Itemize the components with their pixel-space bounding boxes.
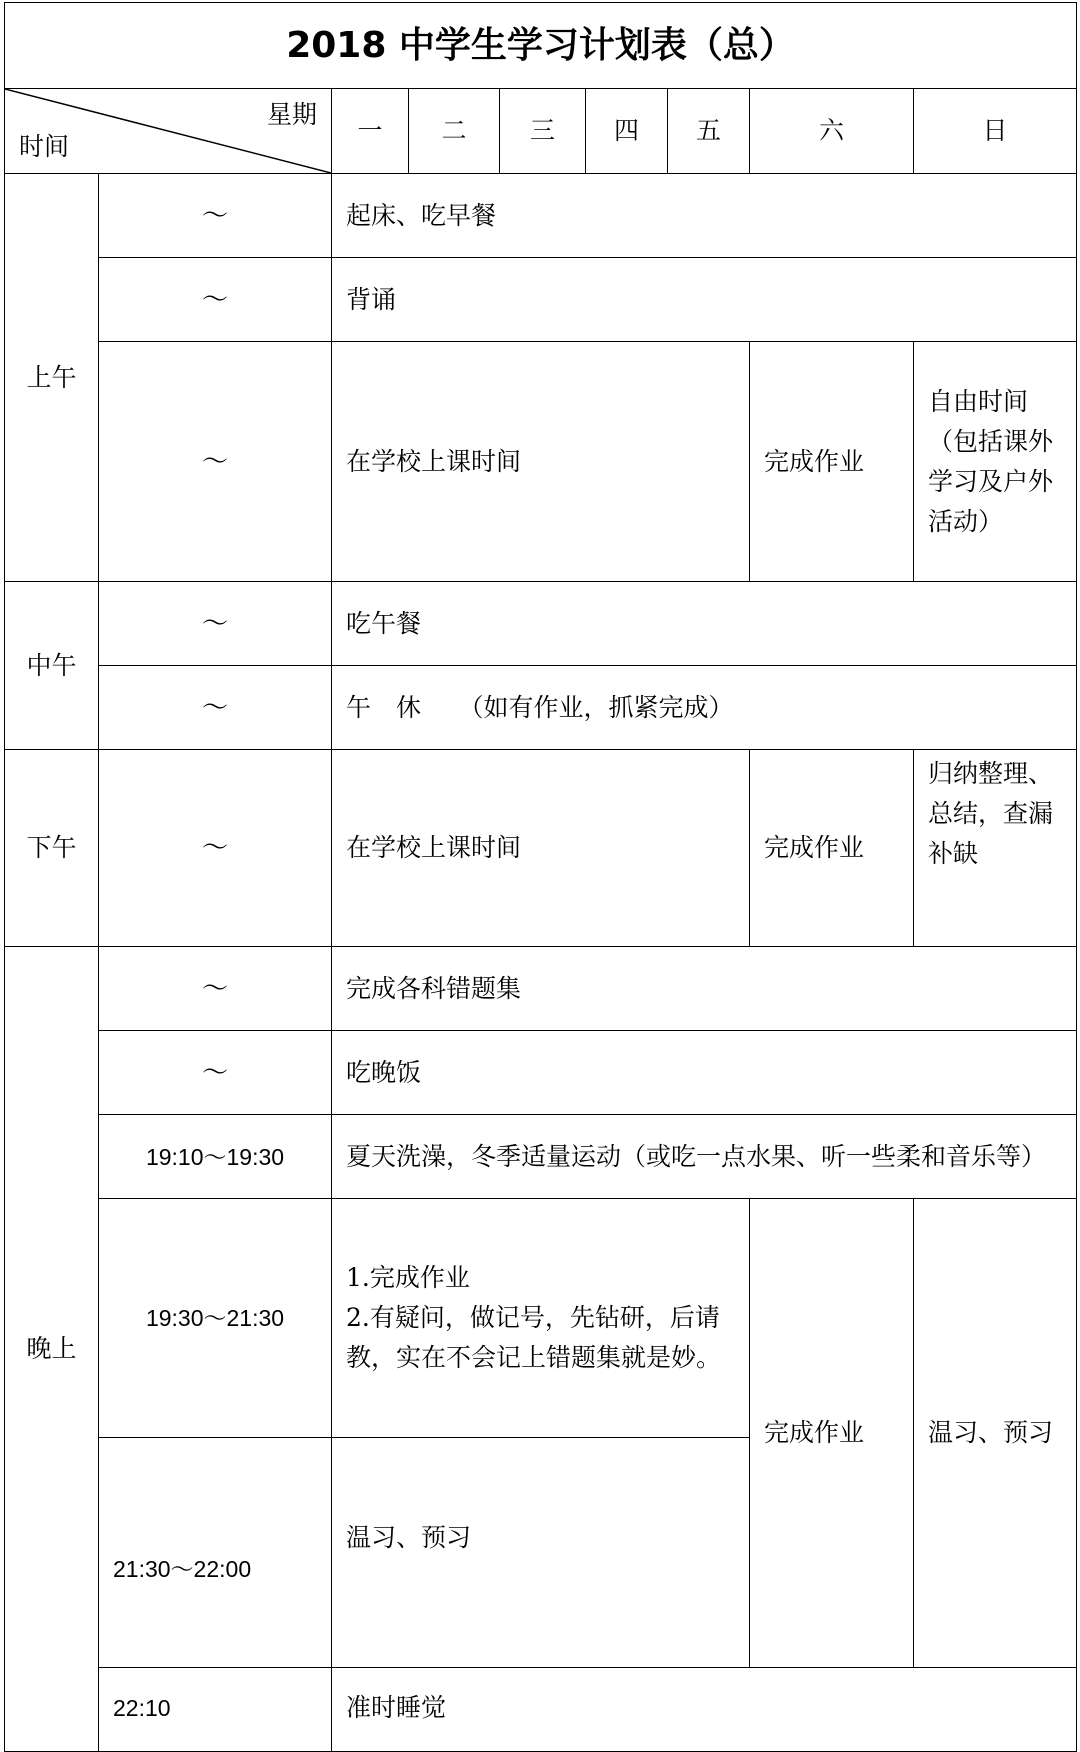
time-cell: ～: [99, 750, 332, 947]
activity-sleep: 准时睡觉: [332, 1668, 1077, 1752]
time-cell: 19:30～21:30: [99, 1199, 332, 1438]
activity-wake: 起床、吃早餐: [332, 174, 1077, 258]
saturday-evening: 完成作业: [750, 1199, 914, 1668]
time-cell: ～: [99, 947, 332, 1031]
diagonal-header-cell: [5, 89, 332, 174]
activity-school-am: 在学校上课时间: [332, 342, 750, 582]
day-wed: 三: [500, 89, 586, 174]
activity-dinner: 吃晚饭: [332, 1031, 1077, 1115]
weekday-label: 星期: [266, 100, 317, 129]
day-mon: 一: [332, 89, 409, 174]
activity-review: 温习、预习: [332, 1438, 750, 1668]
time-cell: ～: [99, 582, 332, 666]
day-tue: 二: [409, 89, 500, 174]
homework-line-1: 1.完成作业: [346, 1263, 470, 1292]
period-morning: 上午: [5, 174, 99, 582]
day-sat: 六: [750, 89, 914, 174]
period-afternoon: 下午: [5, 750, 99, 947]
saturday-pm: 完成作业: [750, 750, 914, 947]
activity-mistakes: 完成各科错题集: [332, 947, 1077, 1031]
study-plan-table: [4, 2, 1076, 1742]
saturday-am: 完成作业: [750, 342, 914, 582]
day-fri: 五: [668, 89, 750, 174]
sunday-am: 自由时间（包括课外学习及户外活动）: [914, 342, 1077, 582]
period-noon: 中午: [5, 582, 99, 750]
activity-bath: 夏天洗澡，冬季适量运动（或吃一点水果、听一些柔和音乐等）: [332, 1115, 1077, 1199]
period-evening: 晚上: [5, 947, 99, 1752]
activity-school-pm: 在学校上课时间: [332, 750, 750, 947]
homework-line-2: 2.有疑问，做记号，先钻研，后请教，实在不会记上错题集就是妙。: [346, 1303, 722, 1372]
time-cell: ～: [99, 258, 332, 342]
time-cell: ～: [99, 666, 332, 750]
time-cell: ～: [99, 174, 332, 258]
day-sun: 日: [914, 89, 1077, 174]
activity-recite: 背诵: [332, 258, 1077, 342]
time-cell: ～: [99, 342, 332, 582]
activity-nap: 午 休 （如有作业，抓紧完成）: [332, 666, 1077, 750]
day-thu: 四: [586, 89, 668, 174]
activity-lunch: 吃午餐: [332, 582, 1077, 666]
time-cell: 22:10: [99, 1668, 332, 1752]
table-title: 2018 中学生学习计划表（总）: [5, 3, 1077, 89]
time-cell: 19:10～19:30: [99, 1115, 332, 1199]
time-cell: 21:30～22:00: [99, 1438, 332, 1668]
activity-homework: [332, 1199, 750, 1438]
time-cell: ～: [99, 1031, 332, 1115]
time-label: 时间: [19, 132, 70, 161]
sunday-pm: 归纳整理、总结，查漏补缺: [914, 750, 1077, 947]
sunday-evening: 温习、预习: [914, 1199, 1077, 1668]
